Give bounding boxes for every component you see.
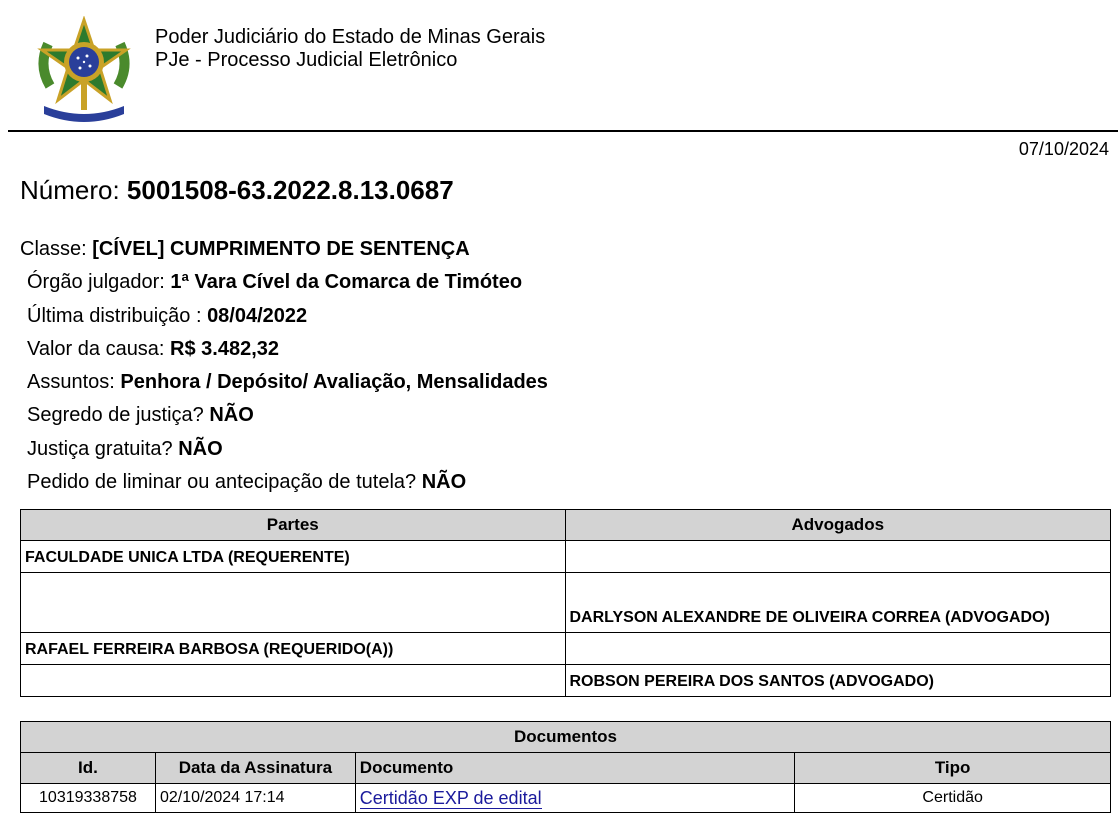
doc-date-cell: 02/10/2024 17:14 xyxy=(155,784,355,813)
process-number xyxy=(20,175,454,206)
documentos-title: Documentos xyxy=(21,722,1111,753)
field-value: NÃO xyxy=(178,437,223,460)
field-label: Classe: xyxy=(20,238,93,260)
table-row xyxy=(21,633,1111,665)
field-value: R$ 3.482,32 xyxy=(170,337,280,360)
field-orgao-julgador xyxy=(20,267,548,300)
field-segredo-justica xyxy=(20,400,548,433)
doc-id-cell: 10319338758 xyxy=(21,784,156,813)
lawyer-cell xyxy=(565,541,1111,573)
field-value: Penhora / Depósito/ Avaliação, Mensalidades xyxy=(120,371,548,394)
field-value: 08/04/2022 xyxy=(207,304,308,327)
table-header-row xyxy=(21,753,1111,784)
field-ultima-distribuicao xyxy=(20,301,548,334)
lawyer-cell: ROBSON PEREIRA DOS SANTOS (ADVOGADO) xyxy=(565,665,1111,697)
document-date: 07/10/2024 xyxy=(1018,139,1109,159)
lawyer-cell xyxy=(565,633,1111,665)
column-header-documento: Documento xyxy=(355,753,795,784)
column-header-tipo: Tipo xyxy=(795,753,1111,784)
table-row xyxy=(21,541,1111,573)
column-header-partes: Partes xyxy=(21,510,566,541)
documentos-table xyxy=(20,721,1111,813)
column-header-data: Data da Assinatura xyxy=(155,753,355,784)
field-value: NÃO xyxy=(421,471,467,494)
court-header xyxy=(155,26,545,72)
column-header-id: Id. xyxy=(21,753,156,784)
field-pedido-liminar xyxy=(20,467,548,500)
field-label: Órgão julgador: xyxy=(27,271,171,294)
coat-of-arms-logo xyxy=(32,16,136,128)
field-value: 1ª Vara Cível da Comarca de Timóteo xyxy=(170,271,523,294)
party-cell xyxy=(21,665,566,697)
partes-table xyxy=(20,509,1111,697)
party-cell: FACULDADE UNICA LTDA (REQUERENTE) xyxy=(21,541,566,573)
lawyer-cell: DARLYSON ALEXANDRE DE OLIVEIRA CORREA (ADVOGADO) xyxy=(565,573,1111,633)
field-value: NÃO xyxy=(209,404,254,427)
field-label: Última distribuição : xyxy=(27,304,208,327)
header-divider xyxy=(8,130,1118,132)
field-assuntos xyxy=(20,367,548,400)
table-header-row xyxy=(21,510,1111,541)
field-classe xyxy=(20,234,548,267)
party-cell: RAFAEL FERREIRA BARBOSA (REQUERIDO(A)) xyxy=(21,633,566,665)
field-justica-gratuita xyxy=(20,434,548,467)
table-title-row xyxy=(21,722,1111,753)
field-label: Segredo de justiça? xyxy=(27,404,210,427)
field-label: Valor da causa: xyxy=(27,337,171,360)
table-row xyxy=(21,665,1111,697)
process-number-label: Número: xyxy=(20,175,127,205)
doc-type-cell: Certidão xyxy=(795,784,1111,813)
system-name: PJe - Processo Judicial Eletrônico xyxy=(155,49,458,71)
process-fields xyxy=(20,234,548,500)
party-cell xyxy=(21,573,566,633)
column-header-advogados: Advogados xyxy=(565,510,1111,541)
court-name: Poder Judiciário do Estado de Minas Gerais xyxy=(155,26,546,48)
table-row xyxy=(21,784,1111,813)
field-valor-causa xyxy=(20,334,548,367)
process-number-value: 5001508-63.2022.8.13.0687 xyxy=(126,175,454,205)
field-value: [CÍVEL] CUMPRIMENTO DE SENTENÇA xyxy=(92,238,470,260)
field-label: Pedido de liminar ou antecipação de tutela? xyxy=(27,471,422,494)
field-label: Assuntos: xyxy=(27,371,121,394)
doc-name-cell xyxy=(355,784,795,813)
document-link[interactable]: Certidão EXP de edital xyxy=(359,787,542,808)
field-label: Justiça gratuita? xyxy=(27,437,179,460)
table-row xyxy=(21,573,1111,633)
